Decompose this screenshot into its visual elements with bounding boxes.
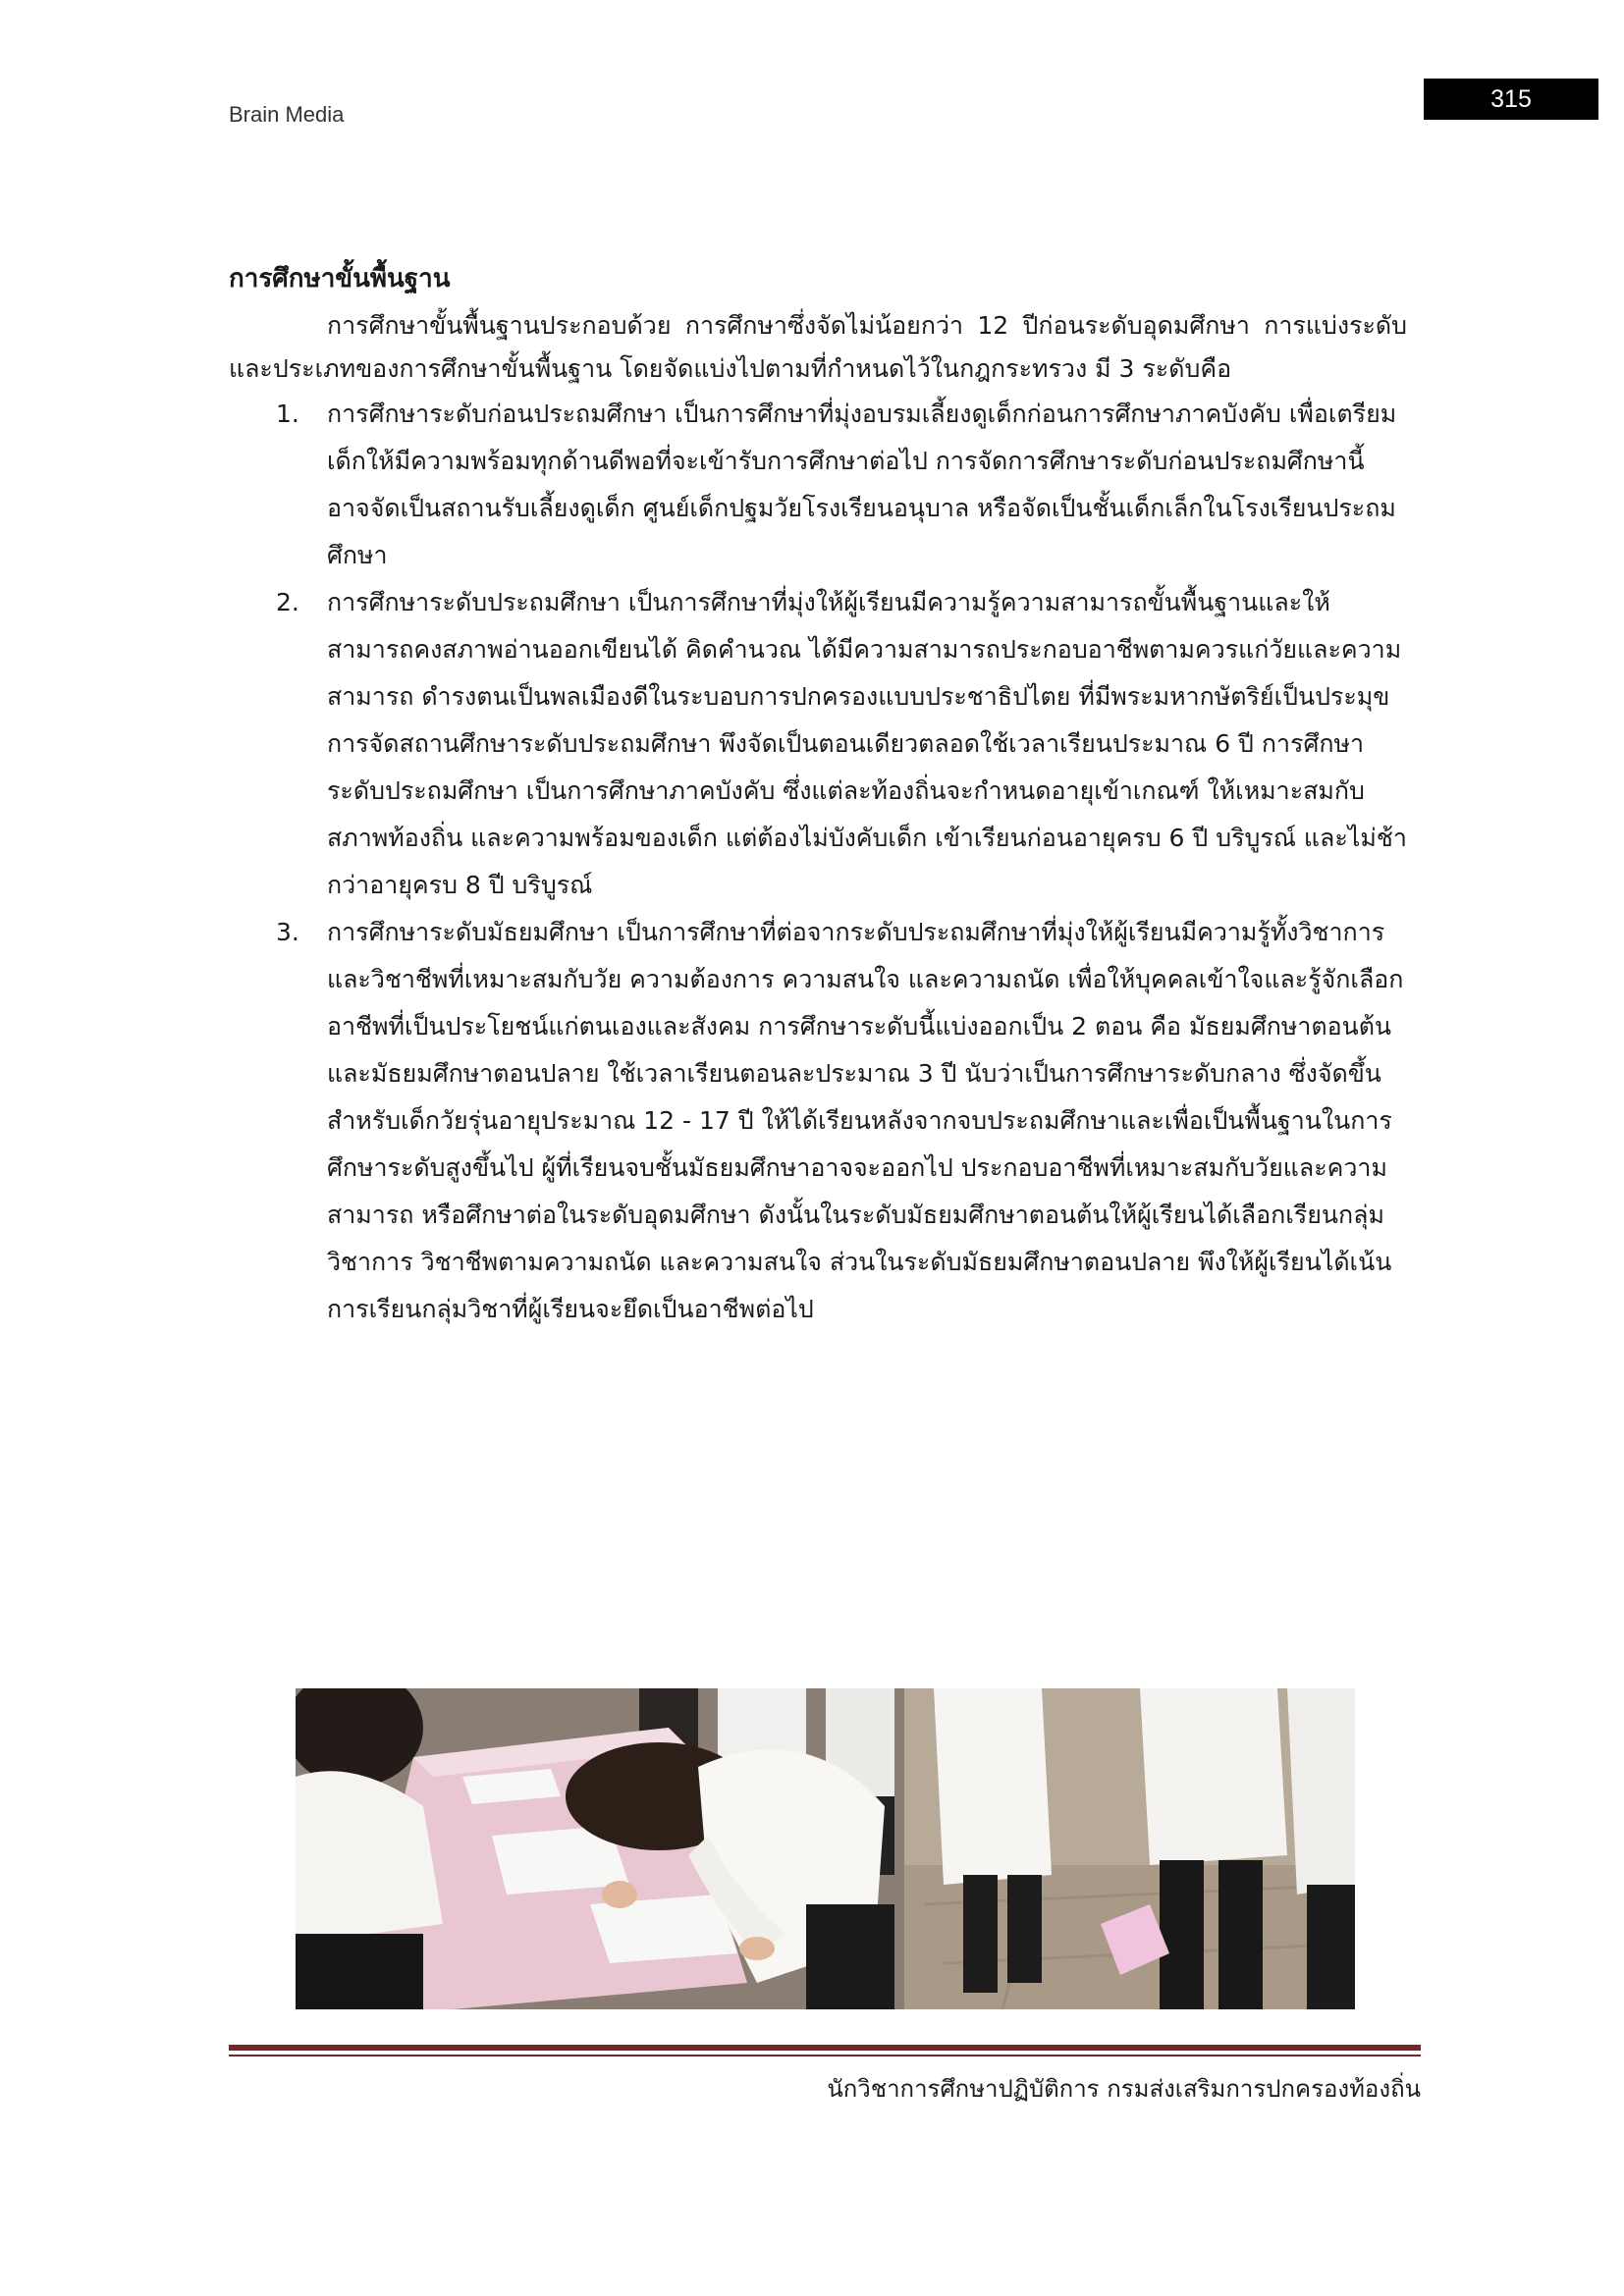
list-item-number: 1. bbox=[276, 400, 299, 428]
page-number: 315 bbox=[1424, 79, 1598, 120]
footer-rule-thin bbox=[229, 2055, 1421, 2056]
intro-paragraph: การศึกษาขั้นพื้นฐานประกอบด้วย การศึกษาซึ่งจัดไม่น้อยกว่า 12 ปีก่อนระดับอุดมศึกษา การแบ่งระดับและประเภทของการศึกษาขั้นพื้นฐาน โดยจัดแบ่งไปตามที่กำหนดไว้ในกฎกระทรวง มี 3 ระดับคือ bbox=[229, 311, 1407, 383]
footer-rule-thick bbox=[229, 2045, 1421, 2051]
list-item-text: การศึกษาระดับมัธยมศึกษา เป็นการศึกษาที่ต่อจากระดับประถมศึกษาที่มุ่งให้ผู้เรียนมีความรู้ทั้งวิชาการและวิชาชีพที่เหมาะสมกับวัย ความต้องการ ความสนใจ และความถนัด เพื่อให้บุคคลเข้าใจและรู้จักเลือกอาชีพที่เป็นประโยชน์แก่ตนเองและสังคม การศึกษาระดับนี้แบ่งออกเป็น 2 ตอน คือ มัธยมศึกษาตอนต้นและมัธยมศึกษาตอนปลาย ใช้เวลาเรียนตอนละประมาณ 3 ปี นับว่าเป็นการศึกษาระดับกลาง ซึ่งจัดขึ้นสำหรับเด็กวัยรุ่นอายุประมาณ 12 - 17 ปี ให้ได้เรียนหลังจากจบประถมศึกษาและเพื่อเป็นพื้นฐานในการศึกษาระดับสูงขึ้นไป ผู้ที่เรียนจบชั้นมัธยมศึกษาอาจจะออกไป ประกอบอาชีพที่เหมาะสมกับวัยและความสามารถ หรือศึกษาต่อในระดับอุดมศึกษา ดังนั้นในระดับมัธยมศึกษาตอนต้นให้ผู้เรียนได้เลือกเรียนกลุ่มวิชาการ วิชาชีพตามความถนัด และความสนใจ ส่วนในระดับมัธยมศึกษาตอนปลาย พึงให้ผู้เรียนได้เน้นการเรียนกลุ่มวิชาที่ผู้เรียนจะยึดเป็นอาชีพต่อไป bbox=[327, 918, 1404, 1323]
section-title: การศึกษาขั้นพื้นฐาน bbox=[229, 264, 451, 294]
list-item bbox=[229, 909, 1407, 1333]
list-item-number: 2. bbox=[276, 588, 299, 616]
list-item-text: การศึกษาระดับก่อนประถมศึกษา เป็นการศึกษาที่มุ่งอบรมเลี้ยงดูเด็กก่อนการศึกษาภาคบังคับ เพื่อเตรียมเด็กให้มีความพร้อมทุกด้านดีพอที่จะเข้ารับการศึกษาต่อไป การจัดการศึกษาระดับก่อนประถมศึกษานี้อาจจัดเป็นสถานรับเลี้ยงดูเด็ก ศูนย์เด็กปฐมวัยโรงเรียนอนุบาล หรือจัดเป็นชั้นเด็กเล็กในโรงเรียนประถมศึกษา bbox=[327, 400, 1397, 569]
list-item-text: การศึกษาระดับประถมศึกษา เป็นการศึกษาที่มุ่งให้ผู้เรียนมีความรู้ความสามารถขั้นพื้นฐานและให้สามารถคงสภาพอ่านออกเขียนได้ คิดคำนวณ ได้มีความสามารถประกอบอาชีพตามควรแก่วัยและความสามารถ ดำรงตนเป็นพลเมืองดีในระบอบการปกครองแบบประชาธิปไตย ที่มีพระมหากษัตริย์เป็นประมุข การจัดสถานศึกษาระดับประถมศึกษา พึงจัดเป็นตอนเดียวตลอดใช้เวลาเรียนประมาณ 6 ปี การศึกษาระดับประถมศึกษา เป็นการศึกษาภาคบังคับ ซึ่งแต่ละท้องถิ่นจะกำหนดอายุเข้าเกณฑ์ ให้เหมาะสมกับสภาพท้องถิ่น และความพร้อมของเด็ก แต่ต้องไม่บังคับเด็ก เข้าเรียนก่อนอายุครบ 6 ปี บริบูรณ์ และไม่ช้ากว่าอายุครบ 8 ปี บริบูรณ์ bbox=[327, 588, 1407, 899]
photo-illustration bbox=[296, 1688, 1355, 2009]
main-content bbox=[229, 257, 1407, 1333]
footer-text: นักวิชาการศึกษาปฏิบัติการ กรมส่งเสริมการปกครองท้องถิ่น bbox=[827, 2075, 1421, 2103]
students-registering-photo bbox=[296, 1688, 1355, 2009]
header-brand: Brain Media bbox=[229, 102, 345, 127]
education-levels-list bbox=[229, 391, 1407, 1333]
list-item bbox=[229, 579, 1407, 909]
list-item-number: 3. bbox=[276, 918, 299, 946]
list-item bbox=[229, 391, 1407, 579]
